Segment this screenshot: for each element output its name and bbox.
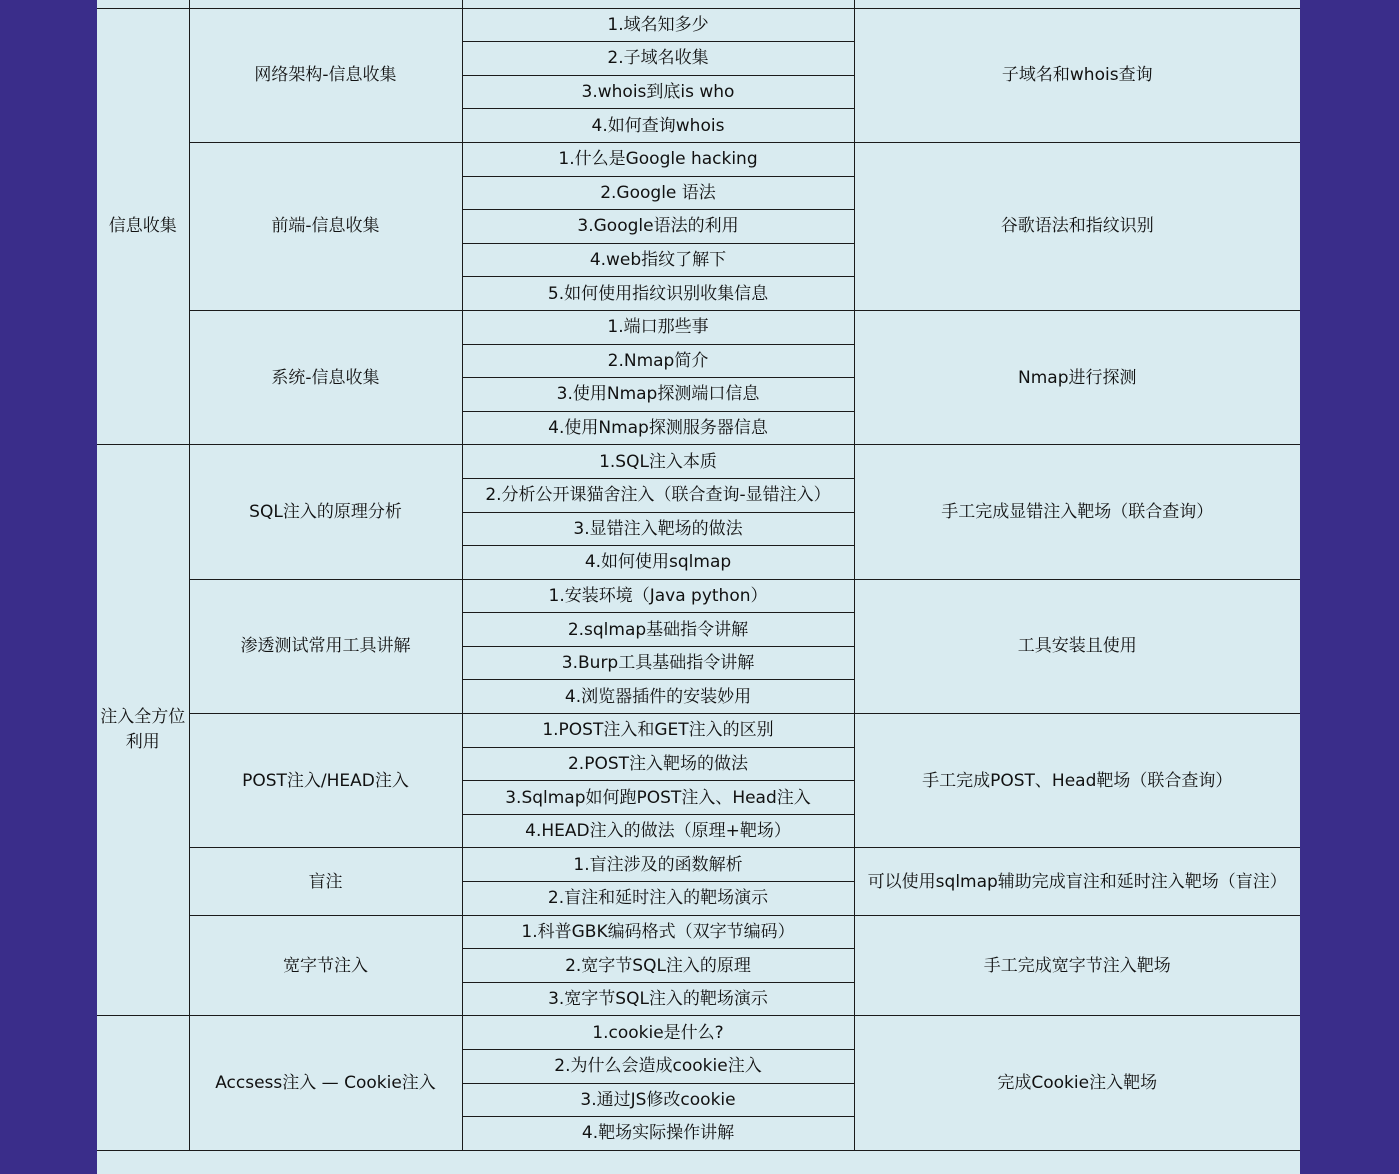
lesson-cell: 2.为什么会造成cookie注入 (462, 1050, 854, 1084)
module-cell: Accsess注入 — Cookie注入 (189, 1016, 462, 1150)
lesson-cell: 2.sqlmap基础指令讲解 (462, 613, 854, 647)
lesson-cell: 3.显错注入靶场的做法 (462, 512, 854, 546)
lesson-cell: 3.通过JS修改cookie (462, 1083, 854, 1117)
lesson-cell: 1.SQL注入本质 (462, 445, 854, 479)
table-row (97, 0, 1300, 8)
table-row (97, 1016, 1300, 1050)
lesson-cell: 3.Burp工具基础指令讲解 (462, 646, 854, 680)
table-row (97, 142, 1300, 176)
module-cell: 系统-信息收集 (189, 310, 462, 444)
lesson-cell: 4.如何使用sqlmap (462, 546, 854, 580)
lesson-cell: 2.盲注和延时注入的靶场演示 (462, 882, 854, 916)
module-cell: 盲注 (189, 848, 462, 915)
table-row (97, 445, 1300, 479)
goal-cell: 谷歌语法和指纹识别 (854, 142, 1300, 310)
lesson-cell: 3.宽字节SQL注入的靶场演示 (462, 982, 854, 1016)
lesson-cell: 1.cookie是什么? (462, 1016, 854, 1050)
module-cell (189, 0, 462, 8)
goal-cell: Nmap进行探测 (854, 310, 1300, 444)
table-row (97, 579, 1300, 613)
curriculum-sheet (97, 0, 1300, 1174)
lesson-cell: 2.POST注入靶场的做法 (462, 747, 854, 781)
lesson-cell: 3.Google语法的利用 (462, 210, 854, 244)
table-row (97, 8, 1300, 42)
lesson-cell: 2.宽字节SQL注入的原理 (462, 949, 854, 983)
curriculum-table-body (97, 0, 1300, 1150)
lesson-cell: 2.Google 语法 (462, 176, 854, 210)
module-cell: 网络架构-信息收集 (189, 8, 462, 142)
table-row (97, 848, 1300, 882)
lesson-cell: 1.科普GBK编码格式（双字节编码） (462, 915, 854, 949)
lesson-cell: 4.使用Nmap探测服务器信息 (462, 411, 854, 445)
lesson-cell: 2.Nmap简介 (462, 344, 854, 378)
stage-cell: 信息收集 (97, 8, 189, 445)
table-row (97, 714, 1300, 748)
lesson-cell: 4.如何查询whois (462, 109, 854, 143)
goal-cell: 完成Cookie注入靶场 (854, 1016, 1300, 1150)
stage-cell (97, 1016, 189, 1150)
lesson-cell: 4.HEAD注入的做法（原理+靶场） (462, 814, 854, 848)
lesson-cell: 4.浏览器插件的安装妙用 (462, 680, 854, 714)
lesson-cell: 3.Sqlmap如何跑POST注入、Head注入 (462, 781, 854, 815)
goal-cell: 工具安装且使用 (854, 579, 1300, 713)
goal-cell (854, 0, 1300, 8)
lesson-cell: 1.POST注入和GET注入的区别 (462, 714, 854, 748)
module-cell: POST注入/HEAD注入 (189, 714, 462, 848)
goal-cell: 子域名和whois查询 (854, 8, 1300, 142)
lesson-cell: 1.安装环境（Java python） (462, 579, 854, 613)
goal-cell: 手工完成POST、Head靶场（联合查询） (854, 714, 1300, 848)
goal-cell: 手工完成宽字节注入靶场 (854, 915, 1300, 1016)
stage-cell: 注入全方位利用 (97, 445, 189, 1016)
stage-cell (97, 0, 189, 8)
lesson-cell: 1.什么是Google hacking (462, 142, 854, 176)
goal-cell: 可以使用sqlmap辅助完成盲注和延时注入靶场（盲注） (854, 848, 1300, 915)
curriculum-table (97, 0, 1300, 1151)
lesson-cell: 1.端口那些事 (462, 310, 854, 344)
lesson-cell: 2.分析公开课猫舍注入（联合查询-显错注入） (462, 478, 854, 512)
lesson-cell: 2.子域名收集 (462, 42, 854, 76)
lesson-cell: 4.靶场实际操作讲解 (462, 1117, 854, 1151)
lesson-cell: 1.盲注涉及的函数解析 (462, 848, 854, 882)
lesson-cell: 3.whois到底is who (462, 75, 854, 109)
lesson-cell: 1.域名知多少 (462, 8, 854, 42)
module-cell: 宽字节注入 (189, 915, 462, 1016)
lesson-cell: 3.使用Nmap探测端口信息 (462, 378, 854, 412)
table-row (97, 915, 1300, 949)
module-cell: 前端-信息收集 (189, 142, 462, 310)
module-cell: 渗透测试常用工具讲解 (189, 579, 462, 713)
module-cell: SQL注入的原理分析 (189, 445, 462, 579)
lesson-cell: 4.web指纹了解下 (462, 243, 854, 277)
lesson-cell: 5.如何使用指纹识别收集信息 (462, 277, 854, 311)
goal-cell: 手工完成显错注入靶场（联合查询） (854, 445, 1300, 579)
lesson-cell (462, 0, 854, 8)
table-row (97, 310, 1300, 344)
